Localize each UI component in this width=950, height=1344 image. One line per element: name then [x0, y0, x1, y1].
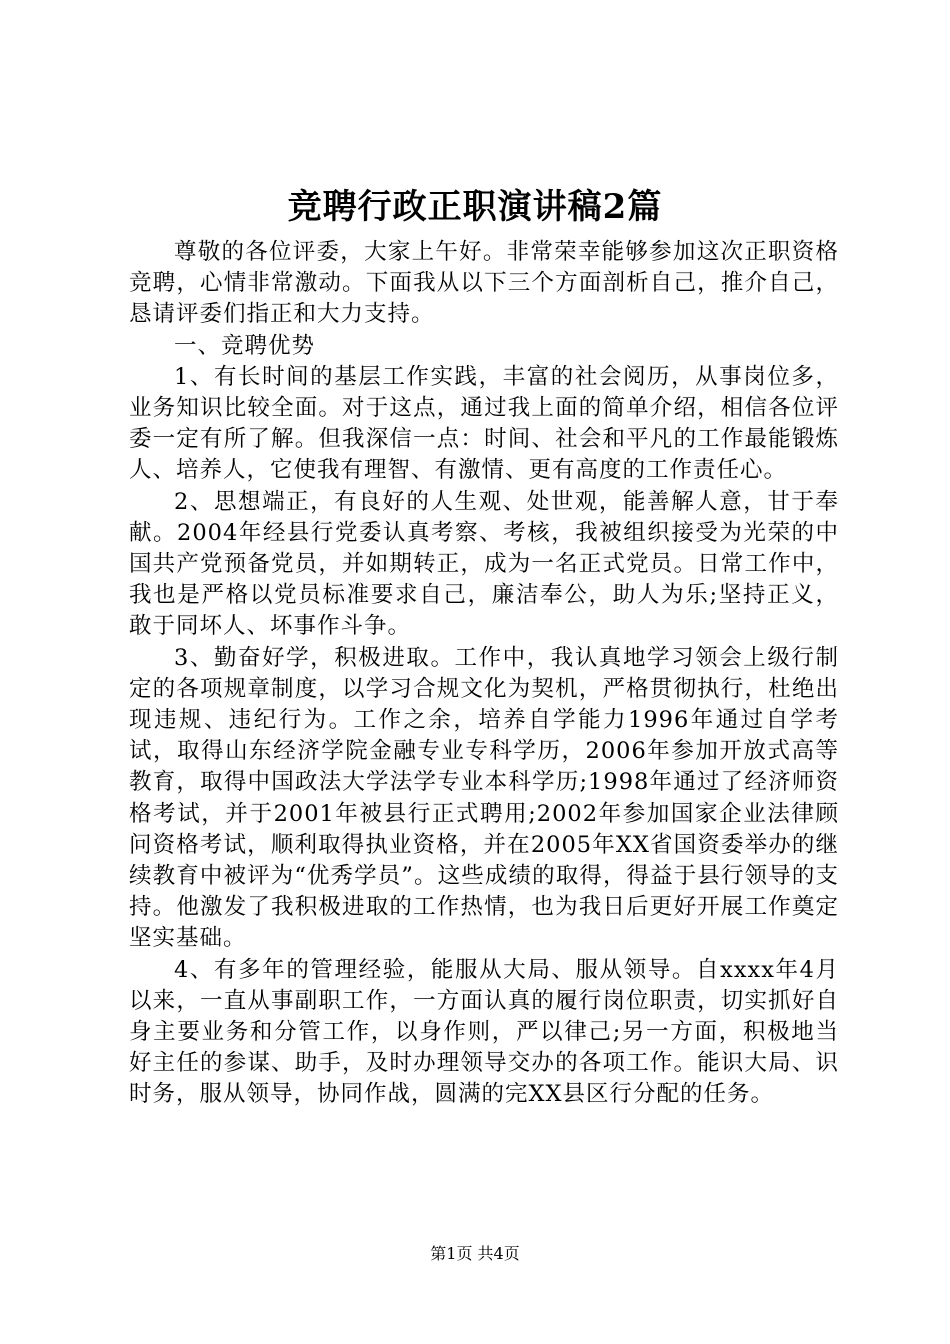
section-heading: 一、竞聘优势 — [174, 332, 316, 359]
paragraph-point-4: 4、有多年的管理经验，能服从大局、服从领导。自xxxx年4月以来，一直从事副职工作，一方面认真的履行岗位职责，切实抓好自身主要业务和分管工作，以身作则，严以律己;另一方面，积极地当好主任的参谋、助手，及时办理领导交办的各项工作。能识大局、识时务，服从领导，协同作战，圆满的完XX县区行分配的任务。 — [129, 956, 839, 1108]
page-number-footer: 第1页 共4页 — [430, 1244, 520, 1263]
paragraph-point-1: 1、有长时间的基层工作实践，丰富的社会阅历，从事岗位多，业务知识比较全面。对于这点，通过我上面的简单介绍，相信各位评委一定有所了解。但我深信一点：时间、社会和平凡的工作最能锻炼人、培养人，它使我有理智、有激情、更有高度的工作责任心。 — [129, 363, 839, 484]
paragraph-point-2: 2、思想端正，有良好的人生观、处世观，能善解人意，甘于奉献。2004年经县行党委认真考察、考核，我被组织接受为光荣的中国共产党预备党员，并如期转正，成为一名正式党员。日常工作中，我也是严格以党员标准要求自己，廉洁奉公，助人为乐;坚持正义，敢于同坏人、坏事作斗争。 — [129, 488, 839, 640]
document-title: 竞聘行政正职演讲稿2篇 — [287, 187, 663, 227]
paragraph-point-3: 3、勤奋好学，积极进取。工作中，我认真地学习领会上级行制定的各项规章制度，以学习合规文化为契机，严格贯彻执行，杜绝出现违规、违纪行为。工作之余，培养自学能力1996年通过自学考试，取得山东经济学院金融专业专科学历，2006年参加开放式高等教育，取得中国政法大学法学专业本科学历;1998年通过了经济师资格考试，并于2001年被县行正式聘用;2002年参加国家企业法律顾问资格考试，顺利取得执业资格，并在2005年XX省国资委举办的继续教育中被评为“优秀学员”。这些成绩的取得，得益于县行领导的支持。他激发了我积极进取的工作热情，也为我日后更好开展工作奠定坚实基础。 — [129, 644, 839, 952]
document-body — [129, 237, 839, 1111]
paragraph-greeting: 尊敬的各位评委，大家上午好。非常荣幸能够参加这次正职资格竞聘，心情非常激动。下面我从以下三个方面剖析自己，推介自己，恳请评委们指正和大力支持。 — [129, 239, 839, 328]
